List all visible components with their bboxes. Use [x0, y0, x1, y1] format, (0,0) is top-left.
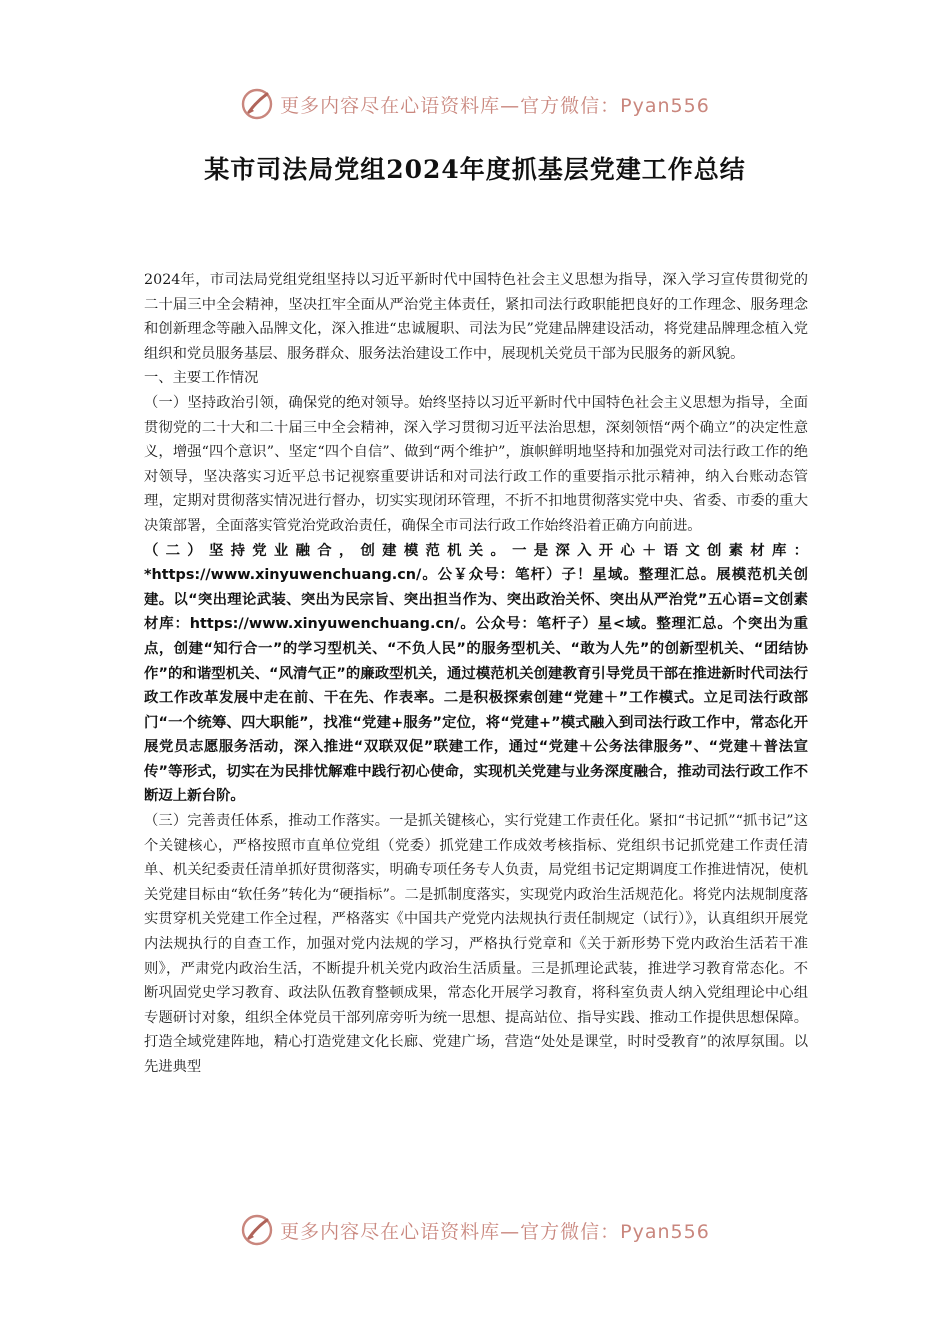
paragraph-political-leadership: （一）坚持政治引领，确保党的绝对领导。始终坚持以习近平新时代中国特色社会主义思想为指导，全面贯彻党的二十大和二十届三中全会精神，深入学习贯彻习近平法治思想，深刻领悟“两个确立”的决定性意义，增强“四个意识”、坚定“四个自信”、做到“两个维护”，旗帜鲜明地坚持和加强党对司法行政工作的绝对领导，坚决落实习近平总书记视察重要讲话和对司法行政工作的重要指示批示精神，纳入台账动态管理，定期对贯彻落实情况进行督办，切实实现闭环管理，不折不扣地贯彻落实党中央、省委、市委的重大决策部署，全面落实管党治党政治责任，确保全市司法行政工作始终沿着正确方向前进。	[144, 394, 808, 534]
section-heading: 一、主要工作情况	[144, 370, 259, 387]
watermark-header	[0, 84, 950, 124]
document-title: 某市司法局党组2024年度抓基层党建工作总结	[204, 155, 746, 184]
brush-logo-icon	[240, 87, 274, 121]
intro-paragraph: 2024年，市司法局党组党组坚持以习近平新时代中国特色社会主义思想为指导，深入学习宣传贯彻党的二十届三中全会精神，坚决扛牢全面从严治党主体责任，紧扣司法行政职能把良好的工作理念、服务理念和创新理念等融入品牌文化，深入推进“忠诚履职、司法为民”党建品牌建设活动，将党建品牌理念植入党组织和党员服务基层、服务群众、服务法治建设工作中，展现机关党员干部为民服务的新风貌。	[144, 272, 808, 362]
watermark-text: 更多内容尽在心语资料库—官方微信：Pyan556	[280, 94, 710, 117]
paragraph-party-integration: （二）坚持党业融合，创建模范机关。一是深入开心＋语文创素材库：*https://www.xinyuwenchuang.cn/。公￥众号：笔杆）子！星域。整理汇总。展模范机关创建。以“突出理论武装、突出为民宗旨、突出担当作为、突出政治关怀、突出从严治党”五心语=文创素材库：https://www.xinyuwenchuang.cn/。公众号：笔杆子）星<域。整理汇总。个突出为重点，创建“知行合一”的学习型机关、“不负人民”的服务型机关、“敢为人先”的创新型机关、“团结协作”的和谐型机关、“风清气正”的廉政型机关，通过模范机关创建教育引导党员干部在推进新时代司法行政工作改革发展中走在前、干在先、作表率。二是积极探索创建“党建＋”工作模式。立足司法行政部门“一个统筹、四大职能”，找准“党建+服务”定位，将“党建+”模式融入到司法行政工作中，常态化开展党员志愿服务活动，深入推进“双联双促”联建工作，通过“党建＋公务法律服务”、“党建＋普法宣传”等形式，切实在为民排忧解难中践行初心使命，实现机关党建与业务深度融合，推动司法行政工作不断迈上新台阶。	[144, 542, 808, 805]
document-body	[144, 268, 808, 1080]
brush-logo-icon	[240, 1213, 274, 1247]
watermark-text: 更多内容尽在心语资料库—官方微信：Pyan556	[280, 1220, 710, 1243]
paragraph-responsibility-system: （三）完善责任体系，推动工作落实。一是抓关键核心，实行党建工作责任化。紧扣“书记抓”“抓书记”这个关键核心，严格按照市直单位党组（党委）抓党建工作成效考核指标、党组织书记抓党建工作责任清单、机关纪委责任清单抓好贯彻落实，明确专项任务专人负责，局党组书记定期调度工作推进情况，使机关党建目标由“软任务”转化为“硬指标”。二是抓制度落实，实现党内政治生活规范化。将党内法规制度落实贯穿机关党建工作全过程，严格落实《中国共产党党内法规执行责任制规定（试行）》，认真组织开展党内法规执行的自查工作，加强对党内法规的学习，严格执行党章和《关于新形势下党内政治生活若干准则》，严肃党内政治生活，不断提升机关党内政治生活质量。三是抓理论武装，推进学习教育常态化。不断巩固党史学习教育、政法队伍教育整顿成果，常态化开展学习教育，将科室负责人纳入党组理论中心组专题研讨对象，组织全体党员干部列席旁听为统一思想、提高站位、指导实践、推动工作提供思想保障。打造全域党建阵地，精心打造党建文化长廊、党建广场，营造“处处是课堂，时时受教育”的浓厚氛围。以先进典型	[144, 813, 808, 1075]
watermark-footer	[0, 1210, 950, 1250]
